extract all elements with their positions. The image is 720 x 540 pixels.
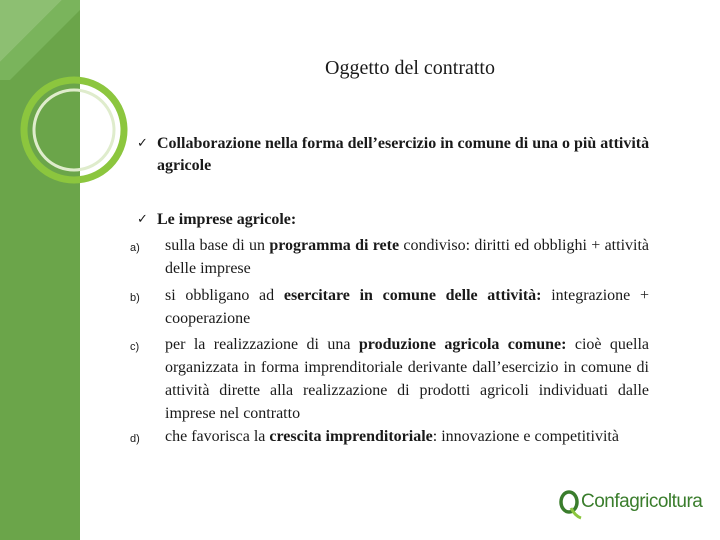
sub-item-letter: d) bbox=[130, 433, 140, 445]
sub-item-letter: a) bbox=[130, 242, 140, 254]
sub-item-letter: b) bbox=[130, 292, 140, 304]
bullet-text: Collaborazione nella forma dell’esercizio in comune di una o più attività agricole bbox=[157, 135, 650, 174]
logo-text: Confagricoltura bbox=[581, 491, 703, 512]
confagricoltura-logo bbox=[558, 486, 703, 526]
sub-item-text: si obbligano ad esercitare in comune delle attività: integrazione + cooperazione bbox=[165, 287, 649, 327]
bullet-item bbox=[137, 133, 657, 177]
sub-item-text: sulla base di un programma di rete condiviso: diritti ed obblighi + attività delle imprese bbox=[165, 237, 650, 277]
bullet-text: Le imprese agricole: bbox=[157, 211, 297, 228]
sub-item-d bbox=[130, 425, 650, 448]
check-icon: ✓ bbox=[137, 136, 148, 151]
logo-mark-icon bbox=[558, 488, 582, 520]
sub-item-c bbox=[130, 333, 650, 425]
sub-item-a bbox=[130, 234, 650, 280]
slide-title: Oggetto del contratto bbox=[325, 57, 495, 79]
sub-item-text: che favorisca la crescita imprenditoriale: innovazione e competitività bbox=[165, 428, 619, 445]
decorative-circles bbox=[0, 0, 140, 200]
sub-item-text: per la realizzazione di una produzione agricola comune: cioè quella organizzata in forma imprenditoriale derivante dall’esercizio in comune di attività dirette alla realizzazione di prodotti agricoli individuati dalle imprese nel contratto bbox=[165, 336, 649, 422]
bullet-item bbox=[137, 209, 657, 231]
sub-item-letter: c) bbox=[130, 341, 140, 353]
sub-item-b bbox=[130, 284, 650, 330]
check-icon: ✓ bbox=[137, 212, 148, 227]
